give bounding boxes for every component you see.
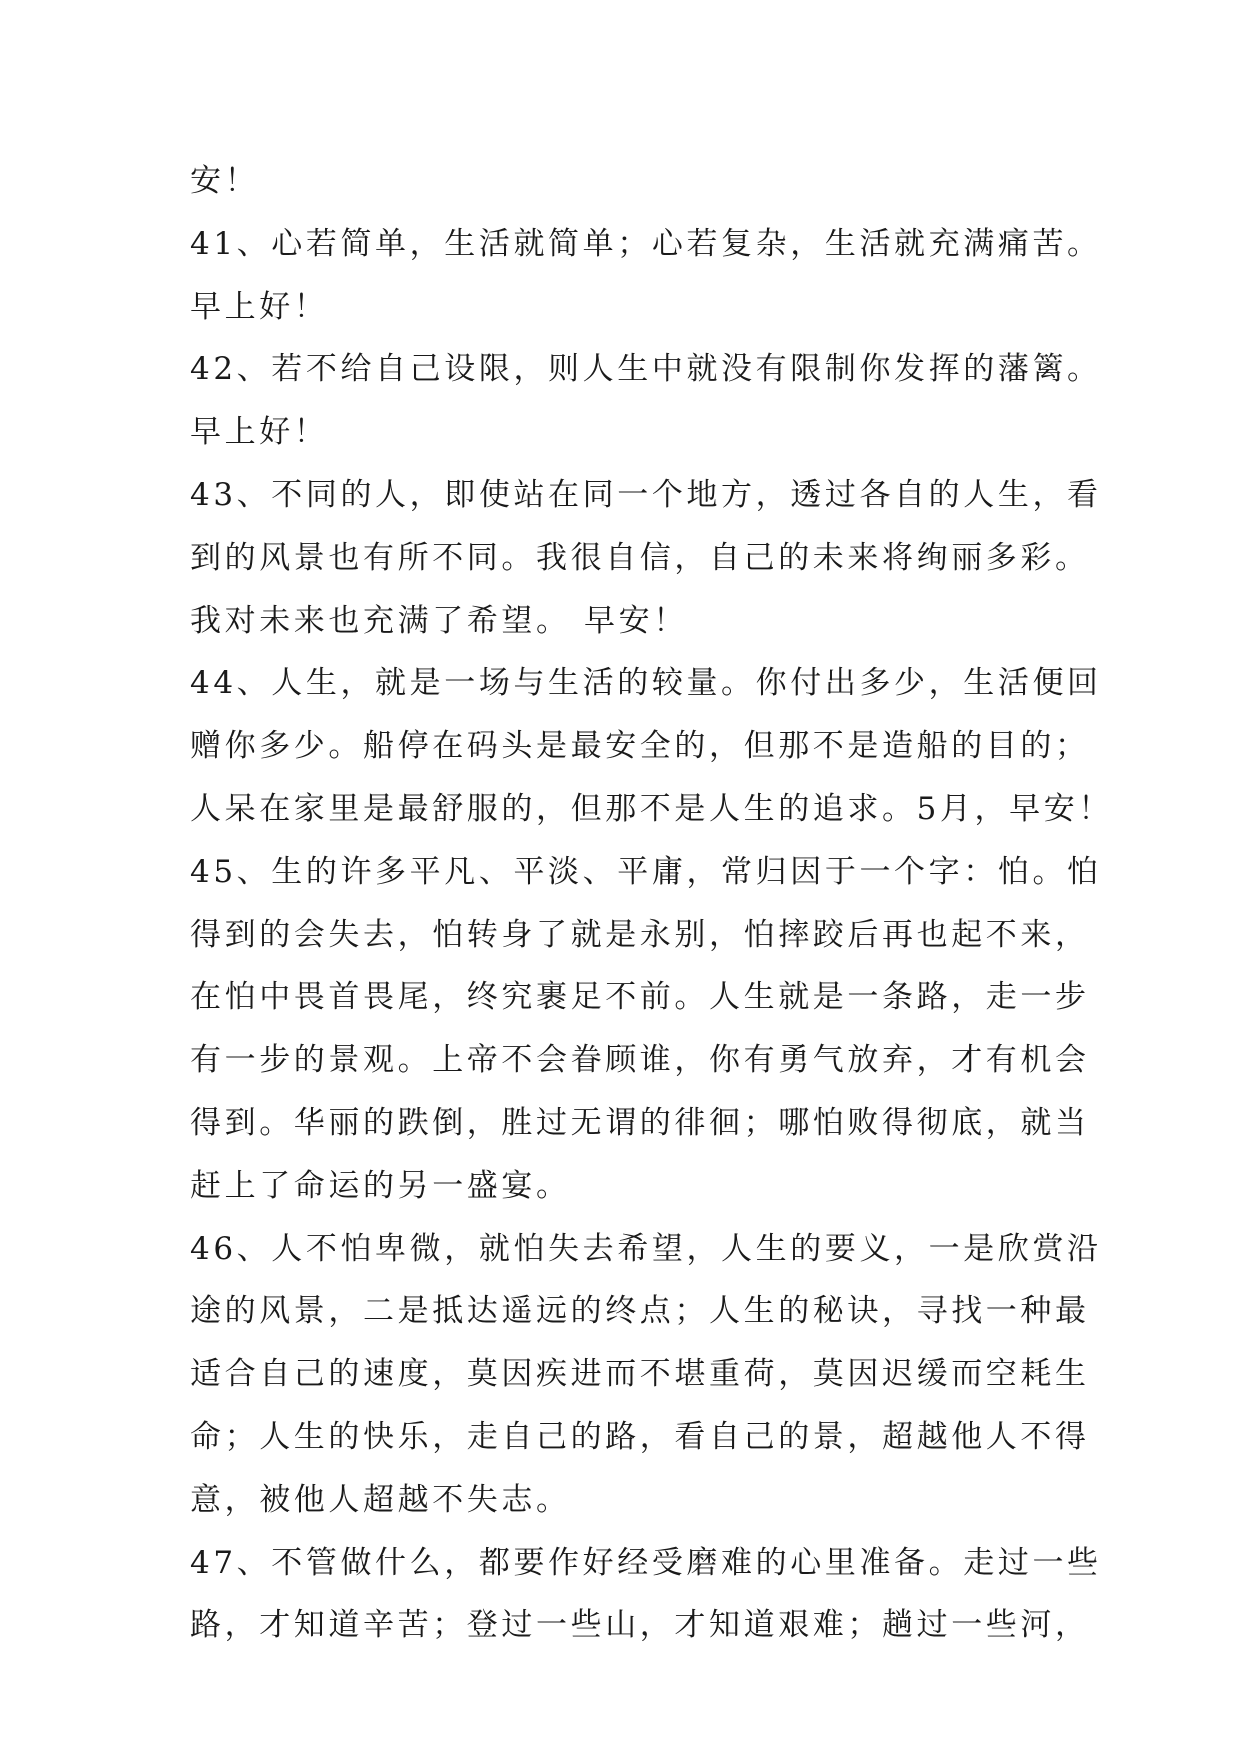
text-line: 41、心若简单，生活就简单；心若复杂，生活就充满痛苦。 <box>190 225 1102 262</box>
text-line: 42、若不给自己设限，则人生中就没有限制你发挥的藩篱。 <box>190 351 1102 388</box>
text-line: 44、人生，就是一场与生活的较量。你付出多少，生活便回 <box>190 665 1102 702</box>
text-line: 赠你多少。船停在码头是最安全的，但那不是造船的目的； <box>190 728 1090 765</box>
text-line: 路，才知道辛苦；登过一些山，才知道艰难；趟过一些河， <box>190 1607 1090 1644</box>
text-line: 安！ <box>190 163 260 199</box>
text-line: 早上好！ <box>190 288 329 325</box>
text-line: 在怕中畏首畏尾，终究裹足不前。人生就是一条路，走一步 <box>190 979 1090 1016</box>
text-line: 命；人生的快乐，走自己的路，看自己的景，超越他人不得 <box>190 1418 1090 1455</box>
text-line: 适合自己的速度，莫因疾进而不堪重荷，莫因迟缓而空耗生 <box>190 1356 1090 1393</box>
text-line: 43、不同的人，即使站在同一个地方，透过各自的人生，看 <box>190 476 1102 513</box>
text-line: 得到的会失去，怕转身了就是永别，怕摔跤后再也起不来， <box>190 916 1090 953</box>
text-line: 47、不管做什么，都要作好经受磨难的心里准备。走过一些 <box>190 1544 1102 1581</box>
text-line: 到的风景也有所不同。我很自信，自己的未来将绚丽多彩。 <box>190 539 1090 576</box>
text-line: 意，被他人超越不失志。 <box>190 1481 571 1518</box>
text-line: 46、人不怕卑微，就怕失去希望，人生的要义，一是欣赏沿 <box>190 1230 1102 1267</box>
text-line: 45、生的许多平凡、平淡、平庸，常归因于一个字：怕。怕 <box>190 853 1102 890</box>
text-line: 我对未来也充满了希望。 早安！ <box>190 602 688 639</box>
text-line: 得到。华丽的跌倒，胜过无谓的徘徊；哪怕败得彻底，就当 <box>190 1104 1090 1141</box>
text-line: 途的风景，二是抵达遥远的终点；人生的秘诀，寻找一种最 <box>190 1293 1090 1330</box>
text-line: 早上好！ <box>190 414 329 451</box>
body-text <box>190 150 1113 1657</box>
text-line: 人呆在家里是最舒服的，但那不是人生的追求。5月，早安！ <box>190 790 1113 827</box>
text-line: 赶上了命运的另一盛宴。 <box>190 1167 571 1204</box>
text-line: 有一步的景观。上帝不会眷顾谁，你有勇气放弃，才有机会 <box>190 1042 1090 1079</box>
